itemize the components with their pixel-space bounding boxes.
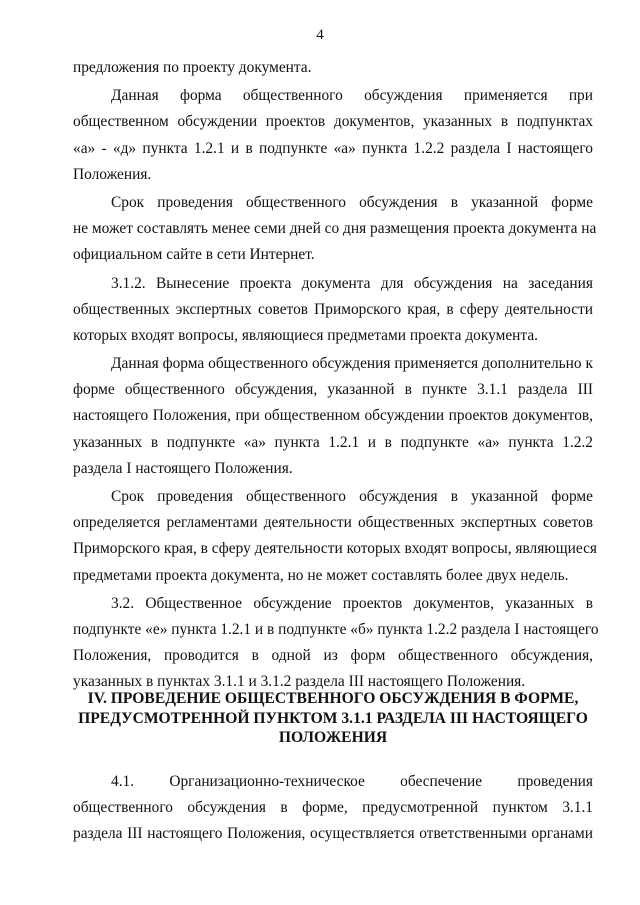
text-line: определяется регламентами деятельности общественных экспертных советов: [73, 514, 593, 532]
text-line: форме общественного обсуждения, указанной в пункте 3.1.1 раздела III: [73, 381, 593, 399]
text-line: не может составлять менее семи дней со дня размещения проекта документа на: [73, 220, 597, 238]
text-line: указанных в подпункте «а» пункта 1.2.1 и в подпункте «а» пункта 1.2.2: [73, 433, 593, 451]
text-line: Срок проведения общественного обсуждения в указанной форме: [111, 193, 593, 211]
text-line: общественном обсуждении проектов документов, указанных в подпунктах: [73, 113, 593, 131]
heading-line: ПОЛОЖЕНИЯ: [278, 729, 388, 746]
text-line: официальном сайте в сети Интернет.: [73, 246, 315, 264]
text-line: 3.2. Общественное обсуждение проектов документов, указанных в: [111, 594, 593, 612]
text-line: Положения, проводится в одной из форм общественного обсуждения,: [73, 647, 593, 665]
text-line: 4.1. Организационно-техническое обеспечение проведения: [111, 773, 593, 790]
text-line: общественных экспертных советов Приморского края, в сферу деятельности: [73, 300, 593, 318]
text-line: раздела I настоящего Положения.: [73, 459, 293, 477]
text-line: предметами проекта документа, но не может составлять более двух недель.: [73, 566, 569, 584]
heading-line: ПРЕДУСМОТРЕННОЙ ПУНКТОМ 3.1.1 РАЗДЕЛА III НАСТОЯЩЕГО: [78, 709, 588, 727]
page-number: 4: [316, 27, 324, 43]
text-line: подпункте «е» пункта 1.2.1 и в подпункте «б» пункта 1.2.2 раздела I настоящего: [73, 620, 599, 638]
text-line: которых входят вопросы, являющиеся предметами проекта документа.: [73, 326, 539, 344]
body-text-bottom: [73, 769, 593, 848]
body-text-top: [73, 55, 599, 696]
text-line: Приморского края, в сферу деятельности которых входят вопросы, являющиеся: [73, 540, 598, 558]
text-line: 3.1.2. Вынесение проекта документа для обсуждения на заседания: [111, 274, 593, 292]
text-line: Срок проведения общественного обсуждения в указанной форме: [111, 488, 593, 505]
heading-line: IV. ПРОВЕДЕНИЕ ОБЩЕСТВЕННОГО ОБСУЖДЕНИЯ В ФОРМЕ,: [87, 690, 579, 707]
section-heading: [73, 689, 593, 748]
text-line: указанных в пунктах 3.1.1 и 3.1.2 раздела III настоящего Положения.: [73, 673, 526, 691]
text-line: «а» - «д» пункта 1.2.1 и в подпункте «а» пункта 1.2.2 раздела I настоящего: [73, 139, 593, 157]
text-line: общественного обсуждения в форме, предусмотренной пунктом 3.1.1: [73, 799, 593, 817]
text-line: Положения.: [73, 165, 152, 183]
text-line: Данная форма общественного обсуждения применяется дополнительно к: [111, 355, 593, 373]
text-line: настоящего Положения, при общественном обсуждении проектов документов,: [73, 407, 593, 425]
text-line: предложения по проекту документа.: [73, 59, 312, 76]
text-line: Данная форма общественного обсуждения применяется при: [111, 87, 593, 105]
text-line: раздела III настоящего Положения, осуществляется ответственными органами: [73, 825, 593, 843]
